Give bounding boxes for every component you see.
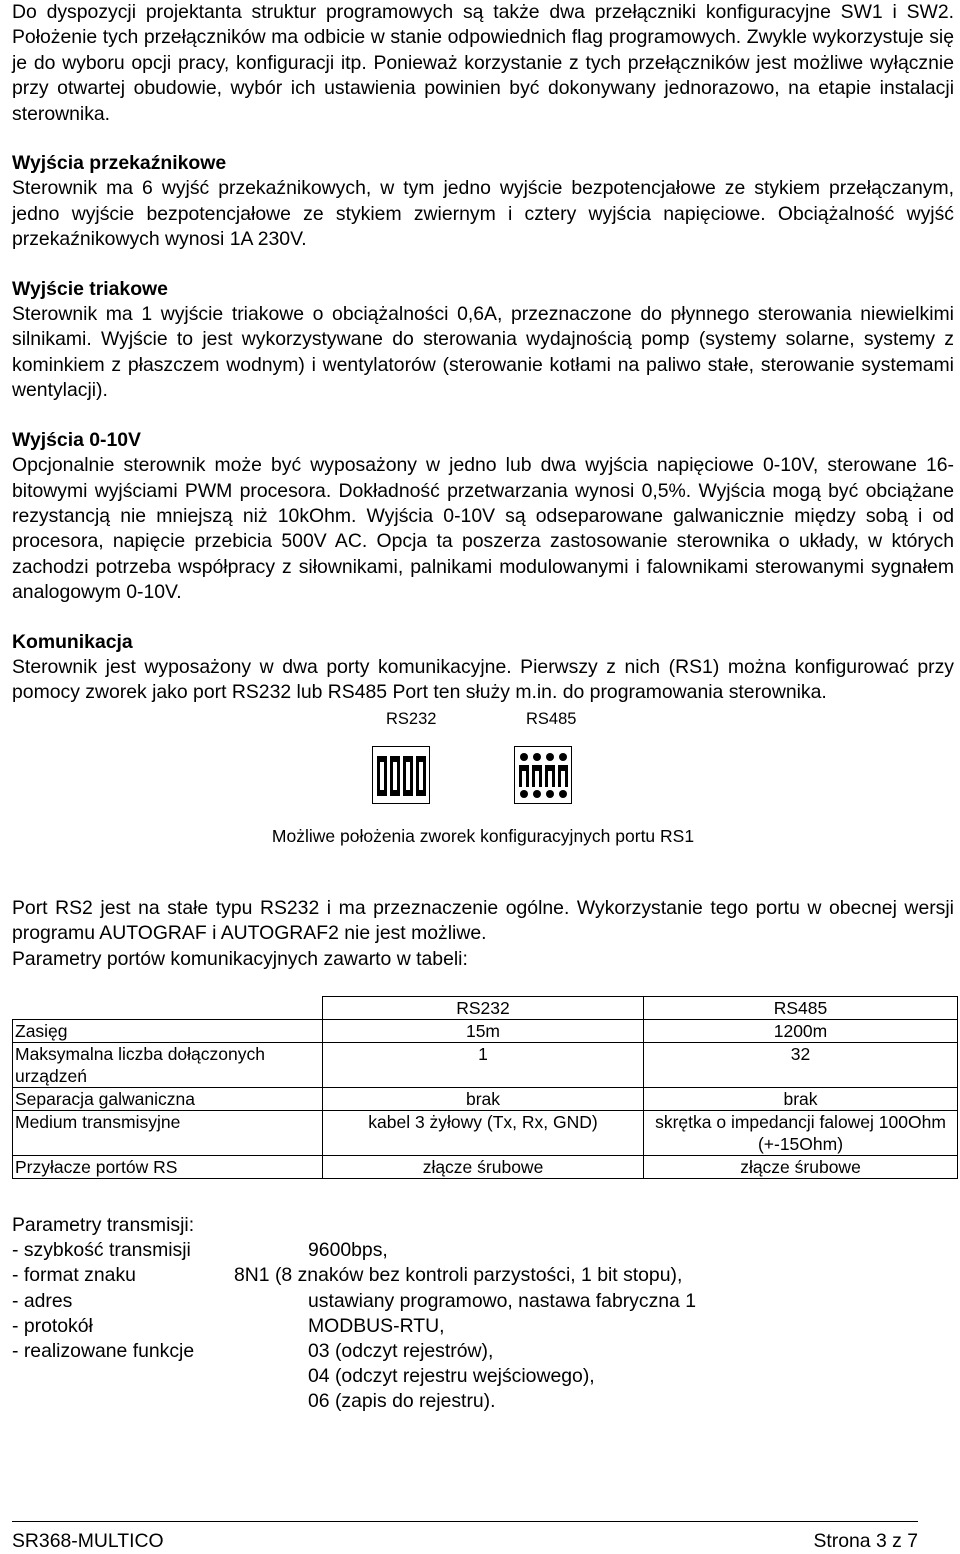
table-row	[13, 1155, 958, 1178]
transmission-title: Parametry transmisji:	[12, 1213, 195, 1236]
row-label: Separacja galwaniczna	[13, 1087, 323, 1110]
table-row	[13, 1042, 958, 1087]
cell-rs485: 1200m	[644, 1019, 958, 1042]
relay-outputs-text: Sterownik ma 6 wyjść przekaźnikowych, w tym jedno wyjście bezpotencjałowe ze stykiem przełączanym, jedno wyjście bezpotencjałowe ze stykiem zwiernym i cztery wyjścia napięciowe. Obciążalność wyjść przekaźnikowych wynosi 1A 230V.	[12, 177, 954, 251]
cell-rs485: skrętka o impedancji falowej 100Ohm (+-15Ohm)	[644, 1110, 958, 1155]
cell-rs232: brak	[323, 1087, 644, 1110]
functions-label: - realizowane funkcje	[12, 1339, 195, 1362]
relay-outputs-heading: Wyjścia przekaźnikowe	[12, 152, 227, 175]
footer-doc-name: SR368-MULTICO	[12, 1530, 164, 1552]
speed-label: - szybkość transmisji	[12, 1239, 191, 1262]
figure-caption: Możliwe położenia zworek konfiguracyjnych portu RS1	[271, 825, 695, 846]
document-page	[12, 0, 954, 1415]
row-label: Przyłacze portów RS	[13, 1155, 323, 1178]
cell-rs232: 15m	[323, 1019, 644, 1042]
cell-rs232: kabel 3 żyłowy (Tx, Rx, GND)	[323, 1110, 644, 1155]
table-header-row	[13, 996, 958, 1019]
function-item: 04 (odczyt rejestru wejściowego),	[308, 1365, 595, 1388]
protocol-value: MODBUS-RTU,	[308, 1314, 445, 1337]
rs485-jumper-block-icon	[514, 746, 572, 804]
rs2-paragraph: Port RS2 jest na stałe typu RS232 i ma przeznaczenie ogólne. Wykorzystanie tego portu w obecnej wersji programu AUTOGRAF i AUTOGRAF2 nie jest możliwe.	[12, 896, 954, 945]
cell-rs485: brak	[644, 1087, 958, 1110]
rs232-jumper-block-icon	[372, 746, 430, 804]
speed-value: 9600bps,	[308, 1239, 388, 1262]
col-rs485-header: RS485	[644, 996, 958, 1019]
ports-table	[12, 996, 954, 1179]
table-row	[13, 1110, 958, 1155]
analog-outputs-heading: Wyjścia 0-10V	[12, 428, 141, 451]
analog-outputs-text: Opcjonalnie sterownik może być wyposażony w jedno lub dwa wyjścia napięciowe 0-10V, sterowane 16-bitowymi wyjściami PWM procesora. Dokładność przetwarzania wynosi 0,5%. Wyjścia mogą być obciążane rezystancją nie mniejszą niż 10kOhm. Wyjścia 0-10V są odseparowane galwanicznie między sobą i od procesora, napięcie przebicia 500V AC. Opcja ta poszerza zastosowanie sterownika o układy, w których zachodzi potrzeba współpracy z siłownikami, palnikami modulowanymi i falownikami sterowanymi sygnałem analogowym 0-10V.	[12, 454, 954, 604]
table-row	[13, 1087, 958, 1110]
transmission-params	[12, 1213, 954, 1415]
format-label: - format znaku	[12, 1264, 136, 1287]
row-label: Medium transmisyjne	[13, 1110, 323, 1155]
cell-rs485: 32	[644, 1042, 958, 1087]
format-value: 8N1 (8 znaków bez kontroli parzystości, 1 bit stopu),	[234, 1264, 683, 1287]
address-label: - adres	[12, 1289, 73, 1312]
rs232-label: RS232	[386, 709, 437, 728]
intro-paragraph: Do dyspozycji projektanta struktur programowych są także dwa przełączniki konfiguracyjne SW1 i SW2. Położenie tych przełączników ma odbicie w stanie odpowiednich flag programowych. Zwykle wykorzystuje się je do wyboru opcji pracy, konfiguracji itp. Ponieważ korzystanie z tych przełączników jest możliwe wyłącznie przy otwartej obudowie, wybór ich ustawienia powinien być dokonywany jednorazowo, na etapie instalacji sterownika.	[12, 1, 954, 125]
protocol-label: - protokół	[12, 1314, 93, 1337]
triac-output-text: Sterownik ma 1 wyjście triakowe o obciążalności 0,6A, przeznaczone do płynnego sterowania niewielkimi silnikami. Wyjście to jest wykorzystywane do sterowania wydajnością pomp (systemy solarne, systemy z kominkiem z płaszczem wodnym) i wentylatorów (sterowanie kotłami na paliwo stałe, sterowanie systemami wentylacji).	[12, 303, 954, 402]
col-rs232-header: RS232	[323, 996, 644, 1019]
communication-heading: Komunikacja	[12, 630, 133, 653]
address-value: ustawiany programowo, nastawa fabryczna 1	[308, 1289, 697, 1312]
rs485-label: RS485	[526, 709, 577, 728]
triac-output-heading: Wyjście triakowe	[12, 277, 168, 300]
communication-text: Sterownik jest wyposażony w dwa porty komunikacyjne. Pierwszy z nich (RS1) można konfigurować przy pomocy zworek jako port RS232 lub RS485 Port ten służy m.in. do programowania sterownika.	[12, 655, 954, 704]
table-intro: Parametry portów komunikacyjnych zawarto w tabeli:	[12, 947, 468, 970]
function-item: 03 (odczyt rejestrów),	[308, 1339, 494, 1362]
cell-rs232: 1	[323, 1042, 644, 1087]
row-label: Zasięg	[13, 1019, 323, 1042]
footer-page-number: Strona 3 z 7	[813, 1530, 918, 1552]
table-row	[13, 1019, 958, 1042]
function-item: 06 (zapis do rejestru).	[308, 1390, 496, 1413]
cell-rs485: złącze śrubowe	[644, 1155, 958, 1178]
row-label: Maksymalna liczba dołączonych urządzeń	[13, 1042, 323, 1087]
cell-rs232: złącze śrubowe	[323, 1155, 644, 1178]
page-footer	[12, 1521, 918, 1554]
jumper-figure	[12, 706, 954, 896]
